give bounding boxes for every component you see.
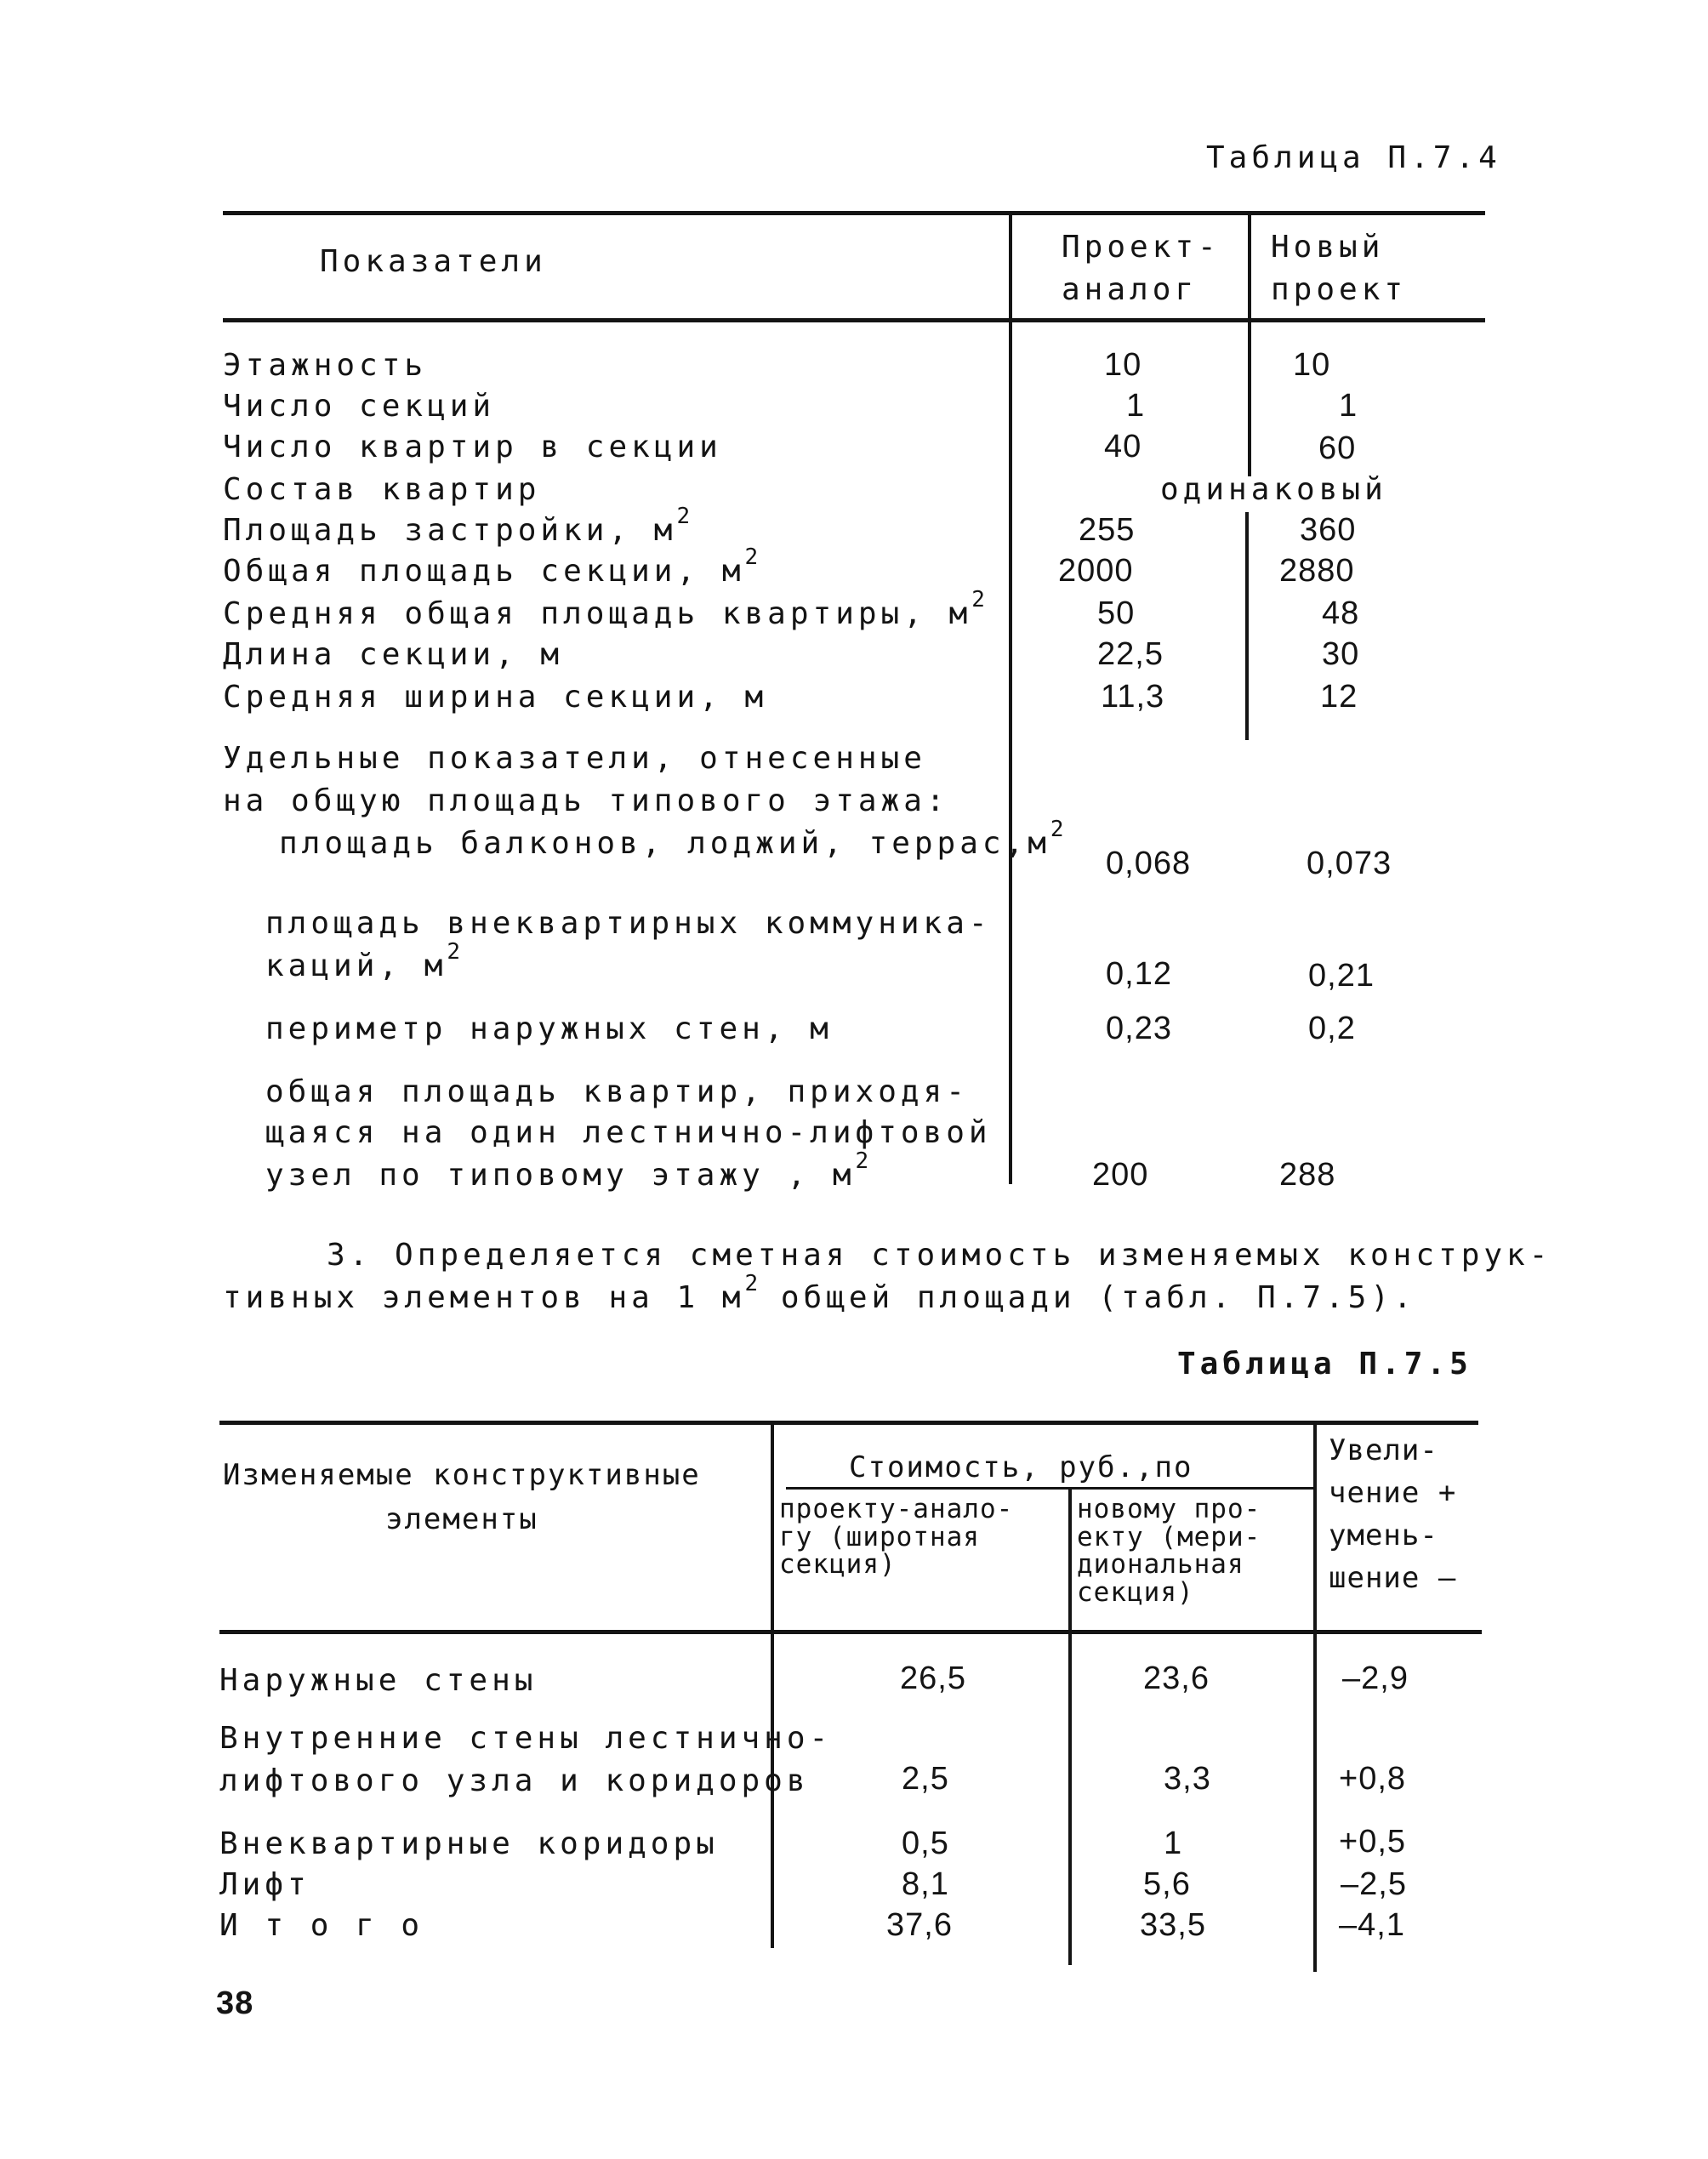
cell-new: 60: [1318, 430, 1357, 466]
column-header-analog: проекту-анало- гу (широтная секция): [779, 1494, 1014, 1581]
row-label-text: каций, м: [265, 948, 447, 983]
cell-analog: 22,5: [1097, 636, 1164, 672]
cell-change: –4,1: [1339, 1907, 1405, 1943]
unit-superscript: 2: [744, 544, 759, 570]
cell-new: 2880: [1279, 553, 1355, 589]
row-label: периметр наружных стен, м: [265, 1011, 833, 1046]
cell-new: 10: [1293, 347, 1331, 383]
column-divider: [1245, 512, 1249, 740]
table-header-rule: [223, 318, 1485, 322]
cell-new: 0,21: [1308, 958, 1375, 994]
row-label: [265, 1148, 869, 1193]
cell-merged: одинаковый: [1160, 472, 1387, 507]
cell-analog: 2000: [1058, 553, 1134, 589]
row-label-text: Площадь застройки, м: [223, 513, 677, 548]
table-top-rule: [219, 1421, 1478, 1425]
cell-analog: 0,12: [1106, 956, 1172, 992]
unit-superscript: 2: [855, 1148, 869, 1174]
cell-new: 48: [1322, 595, 1360, 631]
row-label-text: Общая площадь секции, м: [223, 554, 745, 589]
column-header-cost: Стоимость, руб.,по: [849, 1450, 1193, 1484]
table-caption: Таблица П.7.4: [1206, 140, 1501, 175]
row-label: площадь внеквартирных коммуника-: [265, 906, 992, 941]
column-divider: [1248, 213, 1251, 476]
row-label-text: Средняя общая площадь квартиры, м: [223, 596, 972, 631]
row-label: Средняя ширина секции, м: [223, 680, 768, 715]
row-label: Наружные стены: [219, 1663, 538, 1698]
table-top-rule: [223, 211, 1485, 215]
cell-analog: 40: [1104, 429, 1142, 464]
page-number: 38: [216, 1985, 254, 2021]
table-subheader-rule: [786, 1487, 1313, 1490]
table-caption: Таблица П.7.5: [1177, 1347, 1472, 1381]
column-header-change: Увели- чение + умень- шение –: [1329, 1433, 1457, 1595]
row-label: [265, 939, 461, 983]
cell-analog: 10: [1104, 347, 1142, 383]
cell-analog: 1: [1126, 388, 1146, 424]
paragraph-text: общей площади (табл. П.7.5).: [758, 1280, 1416, 1315]
column-divider: [1068, 1489, 1072, 1965]
cell-change: +0,8: [1339, 1761, 1407, 1797]
cell-new: 1: [1164, 1826, 1183, 1861]
unit-superscript: 2: [447, 939, 461, 965]
cell-analog: 8,1: [902, 1866, 949, 1902]
column-header-analog: Проект- аналог: [1062, 230, 1221, 307]
row-label: [223, 544, 759, 589]
row-label: [223, 587, 985, 631]
cell-new: 5,6: [1143, 1866, 1191, 1902]
row-label: лифтового узла и коридоров: [219, 1763, 810, 1798]
column-header-indicators: Показатели: [320, 244, 547, 279]
row-label: общая площадь квартир, приходя-: [265, 1074, 969, 1109]
cell-change: –2,5: [1341, 1866, 1407, 1902]
row-label: [223, 504, 691, 548]
row-label: Длина секции, м: [223, 637, 564, 672]
cell-analog: 255: [1079, 512, 1136, 548]
row-label: Этажность: [223, 348, 428, 383]
cell-analog: 0,068: [1106, 846, 1192, 881]
row-label: Внутренние стены лестнично-: [219, 1721, 833, 1756]
cell-new: 30: [1322, 636, 1360, 672]
cell-analog: 11,3: [1101, 679, 1165, 715]
unit-superscript: 2: [971, 587, 985, 612]
paragraph-line: [223, 1271, 1416, 1315]
row-label: Внеквартирные коридоры: [219, 1826, 719, 1861]
cell-new: 288: [1279, 1157, 1336, 1193]
row-label: Число квартир в секции: [223, 430, 722, 464]
row-label: щаяся на один лестнично-лифтовой: [265, 1115, 992, 1150]
cell-analog: 200: [1092, 1157, 1149, 1193]
unit-superscript: 2: [1050, 817, 1064, 842]
row-label: Состав квартир: [223, 472, 541, 507]
paragraph-text: тивных элементов на 1 м: [223, 1280, 745, 1315]
cell-analog: 50: [1097, 595, 1136, 631]
table-header-rule: [219, 1630, 1482, 1634]
cell-analog: 37,6: [886, 1907, 953, 1943]
row-label-text: узел по типовому этажу , м: [265, 1158, 856, 1193]
row-label-text: площадь балконов, лоджий, террас,м: [279, 826, 1050, 861]
column-header-new-project: новому про- екту (мери- диональная секция): [1077, 1494, 1261, 1608]
cell-change: –2,9: [1342, 1661, 1409, 1696]
paragraph-line: 3. Определяется сметная стоимость изменяемых конструк-: [327, 1238, 1552, 1273]
cell-new: 12: [1320, 679, 1358, 715]
cell-change: +0,5: [1339, 1824, 1407, 1860]
row-label: И т о г о: [219, 1908, 424, 1943]
column-divider: [1313, 1422, 1317, 1972]
cell-new: 33,5: [1140, 1907, 1206, 1943]
cell-analog: 26,5: [900, 1661, 966, 1696]
row-label: [279, 817, 1064, 861]
cell-new: 3,3: [1164, 1761, 1211, 1797]
column-header-new-project: Новый проект: [1271, 230, 1408, 307]
cell-new: 0,2: [1308, 1011, 1356, 1046]
section-heading: Удельные показатели, отнесенные: [223, 741, 926, 776]
unit-superscript: 2: [676, 504, 691, 529]
column-header-elements: Изменяемые конструктивные элементы: [223, 1458, 701, 1536]
cell-new: 1: [1339, 388, 1358, 424]
cell-new: 360: [1300, 512, 1357, 548]
row-label: Число секций: [223, 389, 496, 424]
column-divider: [1009, 213, 1012, 1184]
row-label: Лифт: [219, 1867, 310, 1902]
cell-analog: 2,5: [902, 1761, 949, 1797]
column-divider: [771, 1422, 774, 1948]
cell-new: 0,073: [1307, 846, 1392, 881]
cell-new: 23,6: [1143, 1661, 1210, 1696]
section-heading: на общую площадь типового этажа:: [223, 783, 949, 818]
cell-analog: 0,5: [902, 1826, 949, 1861]
cell-analog: 0,23: [1106, 1011, 1172, 1046]
unit-superscript: 2: [744, 1271, 759, 1296]
